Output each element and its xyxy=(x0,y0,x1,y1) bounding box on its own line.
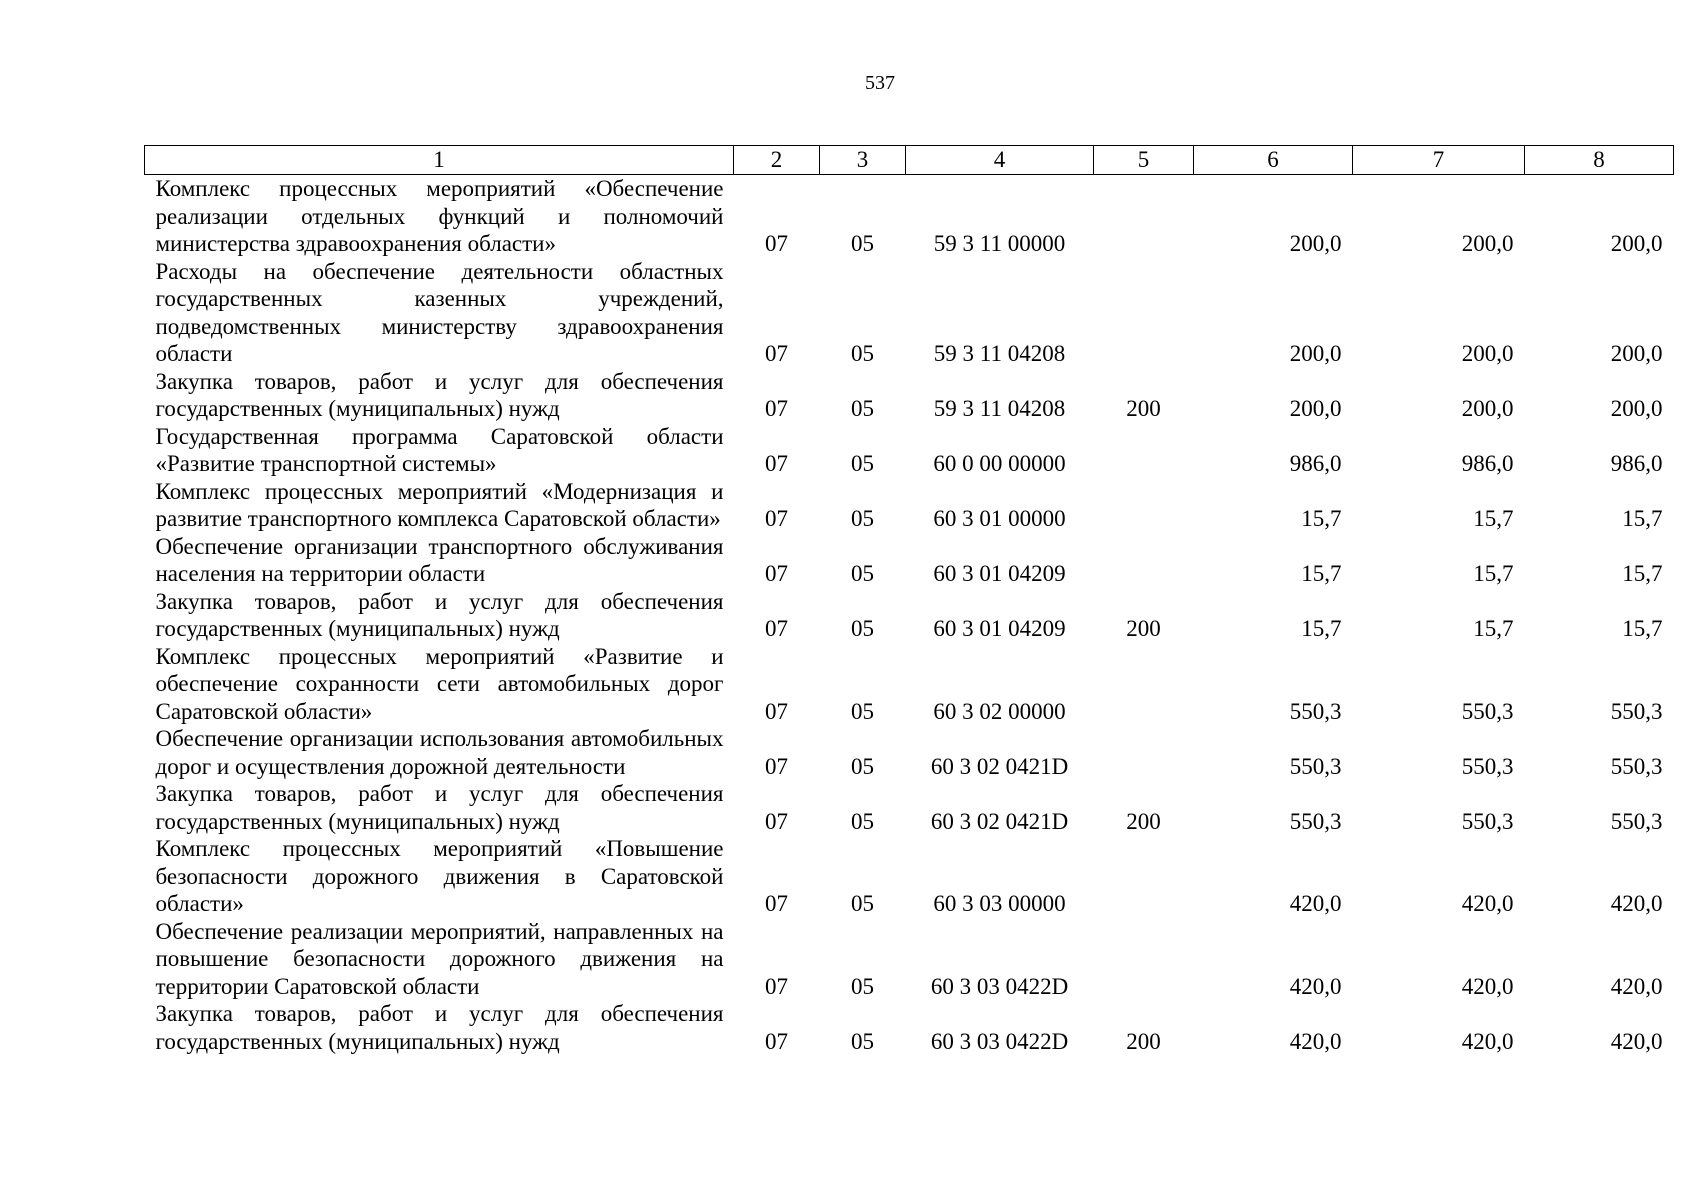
column-header: 3 xyxy=(820,146,906,175)
row-name-cell: Закупка товаров, работ и услуг для обеспечения государственных (муниципальных) нужд xyxy=(155,588,724,641)
target-article-cell: 60 3 01 04209 xyxy=(933,616,1066,641)
column-header: 1 xyxy=(145,146,734,175)
subsection-cell: 05 xyxy=(851,506,874,531)
target-article-cell: 60 3 01 04209 xyxy=(933,561,1066,586)
amount-cell-6: 420,0 xyxy=(1289,1028,1342,1054)
expense-type-cell: 200 xyxy=(1126,616,1161,641)
column-header: 5 xyxy=(1094,146,1194,175)
table-row xyxy=(145,368,1674,423)
column-header: 4 xyxy=(906,146,1094,175)
table-row xyxy=(145,478,1674,533)
amount-cell-7: 15,7 xyxy=(1473,506,1514,531)
table-row xyxy=(145,588,1674,643)
subsection-cell: 05 xyxy=(851,973,874,999)
expense-type-cell xyxy=(1094,725,1194,780)
target-article-cell: 60 0 00 00000 xyxy=(933,451,1066,476)
row-name-cell: Комплекс процессных мероприятий «Обеспечение реализации отдельных функций и полномочий министерства здравоохранения области» xyxy=(155,176,724,256)
amount-cell-8: 550,3 xyxy=(1610,753,1663,779)
amount-cell-6: 986,0 xyxy=(1289,451,1342,476)
column-header: 6 xyxy=(1194,146,1353,175)
amount-cell-8: 200,0 xyxy=(1610,396,1663,421)
subsection-cell: 05 xyxy=(851,561,874,586)
row-name-cell: Закупка товаров, работ и услуг для обеспечения государственных (муниципальных) нужд xyxy=(155,781,724,834)
amount-cell-6: 420,0 xyxy=(1289,973,1342,999)
amount-cell-8: 200,0 xyxy=(1610,231,1663,256)
expense-type-cell: 200 xyxy=(1126,396,1161,421)
section-cell: 07 xyxy=(765,891,788,916)
expense-type-cell xyxy=(1094,918,1194,1001)
amount-cell-7: 420,0 xyxy=(1461,973,1514,999)
section-cell: 07 xyxy=(765,753,788,779)
subsection-cell: 05 xyxy=(851,396,874,421)
section-cell: 07 xyxy=(765,341,788,366)
section-cell: 07 xyxy=(765,973,788,999)
target-article-cell: 59 3 11 00000 xyxy=(933,231,1066,256)
budget-table xyxy=(144,145,1674,1055)
column-header: 7 xyxy=(1353,146,1525,175)
amount-cell-7: 15,7 xyxy=(1473,561,1514,586)
target-article-cell: 60 3 01 00000 xyxy=(933,506,1066,531)
row-name-cell: Закупка товаров, работ и услуг для обеспечения государственных (муниципальных) нужд xyxy=(155,368,724,421)
subsection-cell: 05 xyxy=(851,808,874,834)
amount-cell-7: 550,3 xyxy=(1461,753,1514,779)
section-cell: 07 xyxy=(765,561,788,586)
amount-cell-6: 550,3 xyxy=(1289,753,1342,779)
amount-cell-7: 200,0 xyxy=(1461,231,1514,256)
target-article-cell: 60 3 02 0421D xyxy=(930,808,1069,834)
target-article-cell: 60 3 03 0422D xyxy=(930,973,1069,999)
row-name-cell: Комплекс процессных мероприятий «Модернизация и развитие транспортного комплекса Саратовской области» xyxy=(155,478,724,531)
section-cell: 07 xyxy=(765,506,788,531)
column-header: 8 xyxy=(1525,146,1674,175)
row-name-cell: Государственная программа Саратовской области «Развитие транспортной системы» xyxy=(155,423,724,476)
expense-type-cell xyxy=(1094,643,1194,726)
amount-cell-6: 420,0 xyxy=(1289,891,1342,916)
section-cell: 07 xyxy=(765,1028,788,1054)
section-cell: 07 xyxy=(765,616,788,641)
table-header-row xyxy=(145,146,1674,175)
expense-type-cell xyxy=(1094,478,1194,533)
section-cell: 07 xyxy=(765,396,788,421)
subsection-cell: 05 xyxy=(851,616,874,641)
amount-cell-8: 420,0 xyxy=(1610,891,1663,916)
row-name-cell: Обеспечение организации использования автомобильных дорог и осуществления дорожной деятельности xyxy=(155,726,724,779)
section-cell: 07 xyxy=(765,698,788,724)
amount-cell-6: 15,7 xyxy=(1301,506,1342,531)
row-name-cell: Комплекс процессных мероприятий «Развитие и обеспечение сохранности сети автомобильных дорог Саратовской области» xyxy=(155,643,724,724)
expense-type-cell: 200 xyxy=(1126,1028,1161,1054)
amount-cell-6: 550,3 xyxy=(1289,698,1342,724)
section-cell: 07 xyxy=(765,451,788,476)
expense-type-cell xyxy=(1094,175,1194,258)
amount-cell-6: 200,0 xyxy=(1289,341,1342,366)
amount-cell-8: 200,0 xyxy=(1610,341,1663,366)
subsection-cell: 05 xyxy=(851,341,874,366)
column-header: 2 xyxy=(734,146,820,175)
section-cell: 07 xyxy=(765,808,788,834)
table-row xyxy=(145,918,1674,1001)
table-row xyxy=(145,533,1674,588)
amount-cell-7: 15,7 xyxy=(1473,616,1514,641)
row-name-cell: Закупка товаров, работ и услуг для обеспечения государственных (муниципальных) нужд xyxy=(155,1001,724,1054)
amount-cell-8: 420,0 xyxy=(1610,1028,1663,1054)
expense-type-cell xyxy=(1094,258,1194,368)
amount-cell-6: 15,7 xyxy=(1301,616,1342,641)
table-row xyxy=(145,258,1674,368)
amount-cell-8: 986,0 xyxy=(1610,451,1663,476)
table-row xyxy=(145,1000,1674,1055)
subsection-cell: 05 xyxy=(851,891,874,916)
subsection-cell: 05 xyxy=(851,451,874,476)
amount-cell-7: 550,3 xyxy=(1461,808,1514,834)
expense-type-cell xyxy=(1094,423,1194,478)
amount-cell-6: 550,3 xyxy=(1289,808,1342,834)
amount-cell-6: 200,0 xyxy=(1289,396,1342,421)
target-article-cell: 60 3 02 0421D xyxy=(930,753,1069,779)
target-article-cell: 59 3 11 04208 xyxy=(933,341,1066,366)
amount-cell-7: 200,0 xyxy=(1461,396,1514,421)
target-article-cell: 60 3 02 00000 xyxy=(933,698,1066,724)
amount-cell-6: 200,0 xyxy=(1289,231,1342,256)
amount-cell-6: 15,7 xyxy=(1301,561,1342,586)
row-name-cell: Расходы на обеспечение деятельности областных государственных казенных учреждений, подведомственных министерству здравоохранения области xyxy=(155,258,724,366)
row-name-cell: Обеспечение организации транспортного обслуживания населения на территории области xyxy=(155,533,724,586)
table-row xyxy=(145,175,1674,258)
amount-cell-7: 986,0 xyxy=(1461,451,1514,476)
amount-cell-8: 550,3 xyxy=(1610,808,1663,834)
expense-type-cell xyxy=(1094,835,1194,918)
amount-cell-7: 420,0 xyxy=(1461,1028,1514,1054)
table-row xyxy=(145,643,1674,726)
target-article-cell: 59 3 11 04208 xyxy=(933,396,1066,421)
expense-type-cell: 200 xyxy=(1126,808,1161,834)
expense-type-cell xyxy=(1094,533,1194,588)
table-row xyxy=(145,423,1674,478)
subsection-cell: 05 xyxy=(851,698,874,724)
amount-cell-8: 550,3 xyxy=(1610,698,1663,724)
subsection-cell: 05 xyxy=(851,231,874,256)
amount-cell-7: 200,0 xyxy=(1461,341,1514,366)
amount-cell-8: 420,0 xyxy=(1610,973,1663,999)
amount-cell-8: 15,7 xyxy=(1622,616,1663,641)
table-row xyxy=(145,725,1674,780)
row-name-cell: Обеспечение реализации мероприятий, направленных на повышение безопасности дорожного движения на территории Саратовской области xyxy=(155,918,724,999)
amount-cell-8: 15,7 xyxy=(1622,506,1663,531)
section-cell: 07 xyxy=(765,231,788,256)
page-number: 537 xyxy=(865,72,895,94)
row-name-cell: Комплекс процессных мероприятий «Повышение безопасности дорожного движения в Саратовской области» xyxy=(155,836,724,916)
table-row xyxy=(145,780,1674,835)
subsection-cell: 05 xyxy=(851,753,874,779)
table-row xyxy=(145,835,1674,918)
target-article-cell: 60 3 03 0422D xyxy=(930,1028,1069,1054)
target-article-cell: 60 3 03 00000 xyxy=(933,891,1066,916)
amount-cell-8: 15,7 xyxy=(1622,561,1663,586)
amount-cell-7: 420,0 xyxy=(1461,891,1514,916)
amount-cell-7: 550,3 xyxy=(1461,698,1514,724)
subsection-cell: 05 xyxy=(851,1028,874,1054)
